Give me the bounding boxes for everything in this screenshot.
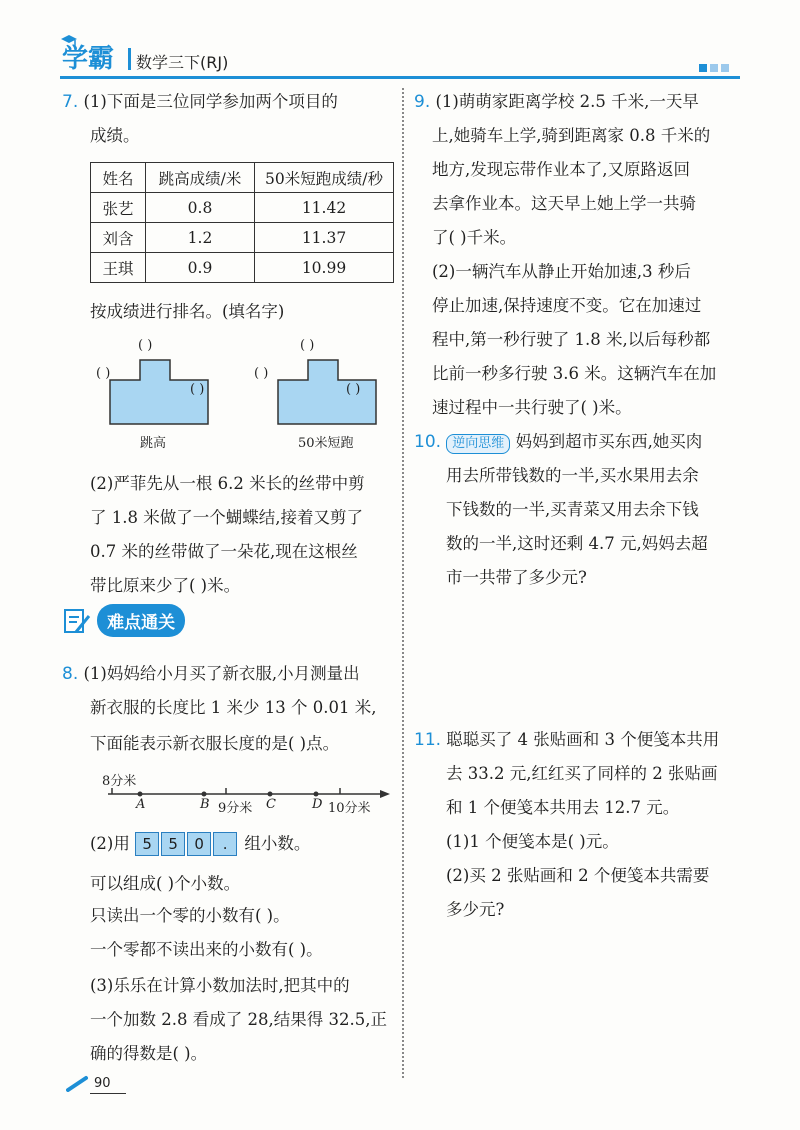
q8-p3-line: 确的得数是( )。 [90,1044,208,1063]
table-cell: 1.2 [146,223,255,253]
q8-p2-line: 只读出一个零的小数有( )。 [90,906,290,925]
q9-number: 9. [414,92,431,112]
q9-p2-line: 速过程中一共行驶了( )米。 [432,398,632,417]
q8-number: 8. [62,664,79,684]
q9-line1 [414,92,699,112]
table-header-cell: 50米短跑成绩/秒 [255,163,394,193]
q8-p1-line: 新衣服的长度比 1 米少 13 个 0.01 米, [90,698,377,717]
rank1-blank[interactable]: ( ) [138,338,153,353]
table-cell: 0.8 [146,193,255,223]
q8-p3-line: (3)乐乐在计算小数加法时,把其中的 [90,976,350,995]
q7-p1-text2: 成绩。 [90,126,140,145]
table-header-cell: 跳高成绩/米 [146,163,255,193]
q7-p2-line: 了 1.8 米做了一个蝴蝶结,接着又剪了 [90,508,363,527]
rank3-blank[interactable]: ( ) [190,382,205,397]
header-rule [60,76,740,79]
q9-p2-line: 停止加速,保持速度不变。它在加速过 [432,296,702,315]
q10-line: 市一共带了多少元? [446,568,587,587]
page-number: 90 [94,1076,111,1091]
q11-line: 多少元? [446,900,505,919]
point-a-label: A [136,797,146,812]
q8-p2-line [90,832,310,856]
q9-p1-text: (1)萌萌家距离学校 2.5 千米,一天早 [435,92,699,111]
logo-text: 学霸 [62,44,115,74]
logo-divider [128,48,131,70]
subject-title: 数学三下(RJ) [136,53,229,72]
table-cell: 0.9 [146,253,255,283]
q9-p1-line: 上,她骑车上学,骑到距离家 0.8 千米的 [432,126,711,145]
q11-line: 去 33.2 元,红红买了同样的 2 张贴画 [446,764,718,783]
rank2-blank[interactable]: ( ) [96,366,111,381]
q8-p2-suffix: 组小数。 [244,834,311,853]
sprint-rank3-blank[interactable]: ( ) [346,382,361,397]
header-decoration [696,57,729,76]
q8-p1-line: 下面能表示新衣服长度的是( )点。 [90,734,340,753]
table-cell: 10.99 [255,253,394,283]
q9-p1-line: 了( )千米。 [432,228,517,247]
q10-line: 数的一半,这时还剩 4.7 元,妈妈去超 [446,534,708,553]
point-d-label: D [312,797,323,812]
q10-line: 用去所带钱数的一半,买水果用去余 [446,466,699,485]
table-row [91,253,394,283]
q11-line1 [414,730,719,750]
numberline-end-label: 10分米 [328,801,371,816]
digit-card: 5 [161,832,185,856]
q11-line: (2)买 2 张贴画和 2 个便笺本共需要 [446,866,710,885]
q8-p2-line: 一个零都不读出来的小数有( )。 [90,940,323,959]
q8-p2-line: 可以组成( )个小数。 [90,874,241,893]
q11-number: 11. [414,730,442,750]
q11-line: 和 1 个便笺本共用去 12.7 元。 [446,798,680,817]
score-table [90,162,394,283]
q7-p2-line: 带比原来少了( )米。 [90,576,241,595]
column-divider [402,88,404,1078]
table-cell: 11.42 [255,193,394,223]
q11-text: 聪聪买了 4 张贴画和 3 个便笺本共用 [446,730,720,749]
q10-line1 [414,432,702,454]
q7-p1-text: (1)下面是三位同学参加两个项目的 [83,92,338,111]
sprint-label: 50米短跑 [298,436,354,451]
q8-p3-line: 一个加数 2.8 看成了 28,结果得 32.5,正 [90,1010,387,1029]
q9-p2-line: (2)一辆汽车从静止开始加速,3 秒后 [432,262,691,281]
graduation-cap-icon [60,34,78,48]
q9-p2-line: 比前一秒多行驶 3.6 米。这辆汽车在加 [432,364,717,383]
table-cell: 张艺 [91,193,146,223]
q8-line1 [62,664,360,684]
table-cell: 王琪 [91,253,146,283]
q7-p2-line: 0.7 米的丝带做了一朵花,现在这根丝 [90,542,358,561]
section-header [62,604,185,637]
table-row [91,193,394,223]
q7-line1 [62,92,338,112]
sprint-rank1-blank[interactable]: ( ) [300,338,315,353]
digit-card: . [213,832,237,856]
q9-p1-line: 地方,发现忘带作业本了,又原路返回 [432,160,690,179]
table-header-cell: 姓名 [91,163,146,193]
page-number-underline [90,1093,126,1094]
q10-number: 10. [414,432,442,452]
q7-instruction: 按成绩进行排名。(填名字) [90,302,285,321]
numberline-start-label: 8分米 [102,774,137,789]
section-title: 难点通关 [97,604,185,637]
pen-icon [66,1074,92,1092]
sprint-podium [250,330,400,440]
point-b-label: B [200,797,210,812]
q9-p1-line: 去拿作业本。这天早上她上学一共骑 [432,194,696,213]
q9-p2-line: 程中,第一秒行驶了 1.8 米,以后每秒都 [432,330,711,349]
high-jump-label: 跳高 [140,436,167,451]
q8-p1-text: (1)妈妈给小月买了新衣服,小月测量出 [83,664,360,683]
table-row [91,223,394,253]
q10-line: 下钱数的一半,买青菜又用去余下钱 [446,500,699,519]
high-jump-podium [90,330,240,440]
table-cell: 11.37 [255,223,394,253]
table-header-row [91,163,394,193]
q10-text: 妈妈到超市买东西,她买肉 [515,432,703,451]
point-c-label: C [266,797,276,812]
reverse-thinking-badge: 逆向思维 [446,434,510,454]
sprint-rank2-blank[interactable]: ( ) [254,366,269,381]
q7-number: 7. [62,92,79,112]
table-cell: 刘含 [91,223,146,253]
numberline-mid-label: 9分米 [218,801,253,816]
q11-line: (1)1 个便笺本是( )元。 [446,832,619,851]
digit-card: 5 [135,832,159,856]
q7-p2-line: (2)严菲先从一根 6.2 米长的丝带中剪 [90,474,365,493]
digit-card: 0 [187,832,211,856]
pencil-note-icon [62,606,92,636]
q8-p2-prefix: (2)用 [90,834,130,853]
